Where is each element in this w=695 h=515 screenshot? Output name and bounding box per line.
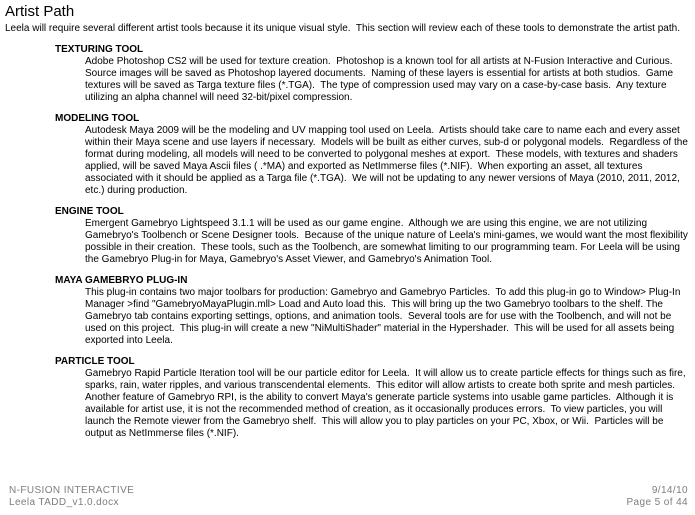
section-body: Adobe Photoshop CS2 will be used for texture creation. Photoshop is a known tool for all artists at N-Fusion Interactive and Curious. Source images will be saved as Photoshop layered documents. Naming of these layers is essential for artists at both studios. Game textures will be saved as Targa texture files (*.TGA). The type of compression used may vary on a case-by-case basis. Any texture utilizing an alpha channel will need 32-bit/pixel compression.	[85, 56, 679, 103]
section-body: Emergent Gamebryo Lightspeed 3.1.1 will be used as our game engine. Although we are using this engine, we are not utilizing Gamebryo's Toolbench or Scene Designer tools. Because of the unique nature of Leela's mini-games, we would want the most flexibility possible in their creation. These tools, such as the Toolbench, are somewhat limiting to our programming team. For Leela will be using the Gamebryo Plug-in for Maya, Gamebryo's Asset Viewer, and Gamebryo's Animation Tool.	[85, 218, 691, 265]
footer-company: N-FUSION INTERACTIVE	[9, 485, 135, 496]
footer-right	[626, 485, 688, 509]
footer-filename: Leela TADD_v1.0.docx	[9, 497, 119, 508]
page-footer	[9, 485, 688, 509]
section-engine-tool	[0, 206, 695, 266]
page-title: Artist Path	[5, 3, 75, 20]
section-texturing-tool	[0, 44, 695, 104]
section-body: This plug-in contains two major toolbars for production: Gamebryo and Gamebryo Particles. To add this plug-in go to Window> Plug-In Manager >find "GamebryoMayaPlugin.mll> Load and Auto load this. This will bring up the two Gamebryo toolbars to the shelf. The Gamebryo tab contains exporting settings, options, and animation tools. Several tools are for use with the Toolbench, and will not be used on this project. This plug-in will create a new "NiMultiShader" material in the Hypershader. This will be used for all assets being exported into Leela.	[85, 287, 684, 346]
section-heading: ENGINE TOOL	[55, 206, 124, 217]
section-maya-gamebryo-plugin	[0, 275, 695, 347]
intro-paragraph: Leela will require several different artist tools because it its unique visual style. This section will review each of these tools to demonstrate the artist path.	[5, 23, 680, 34]
section-body: Autodesk Maya 2009 will be the modeling and UV mapping tool used on Leela. Artists should take care to name each and every asset within their Maya scene and use layers if necessary. Models will be built as either curves, sub-d or polygonal models. Regardless of the format during modeling, all models will need to be converted to polygonal meshes at export. These models, with textures and shaders applied, will be saved Maya Ascii files ( .*MA) and exported as NetImmerse files (*.NIF). When exporting an asset, all textures associated with it should be applied as a Targa file (*.TGA). We will not be updating to any newer versions of Maya (2010, 2011, 2012, etc.) during production.	[85, 125, 691, 196]
section-modeling-tool	[0, 113, 695, 197]
footer-date: 9/14/10	[651, 485, 688, 496]
footer-page-number: Page 5 of 44	[626, 497, 688, 508]
section-heading: MODELING TOOL	[55, 113, 140, 124]
section-heading: MAYA GAMEBRYO PLUG-IN	[55, 275, 188, 286]
section-body: Gamebryo Rapid Particle Iteration tool will be our particle editor for Leela. It will allow us to create particle effects for things such as fire, sparks, rain, water ripples, and various transcendental elements. This editor will allow artists to create both sprite and mesh particles. Another feature of Gamebryo RPI, is the ability to convert Maya's generate particle systems into usable game particles. Although it is available for artist use, it is not the recommended method of creation, as it occasionally produces errors. To view particles, you will launch the Remote viewer from the Gamebryo shelf. This will allow you to play particles on your PC, Xbox, or Wii. Particles will be output as NetImmerse files (*.NIF).	[85, 368, 689, 439]
section-heading: PARTICLE TOOL	[55, 356, 135, 367]
section-particle-tool	[0, 356, 695, 440]
section-heading: TEXTURING TOOL	[55, 44, 144, 55]
footer-left	[9, 485, 134, 509]
